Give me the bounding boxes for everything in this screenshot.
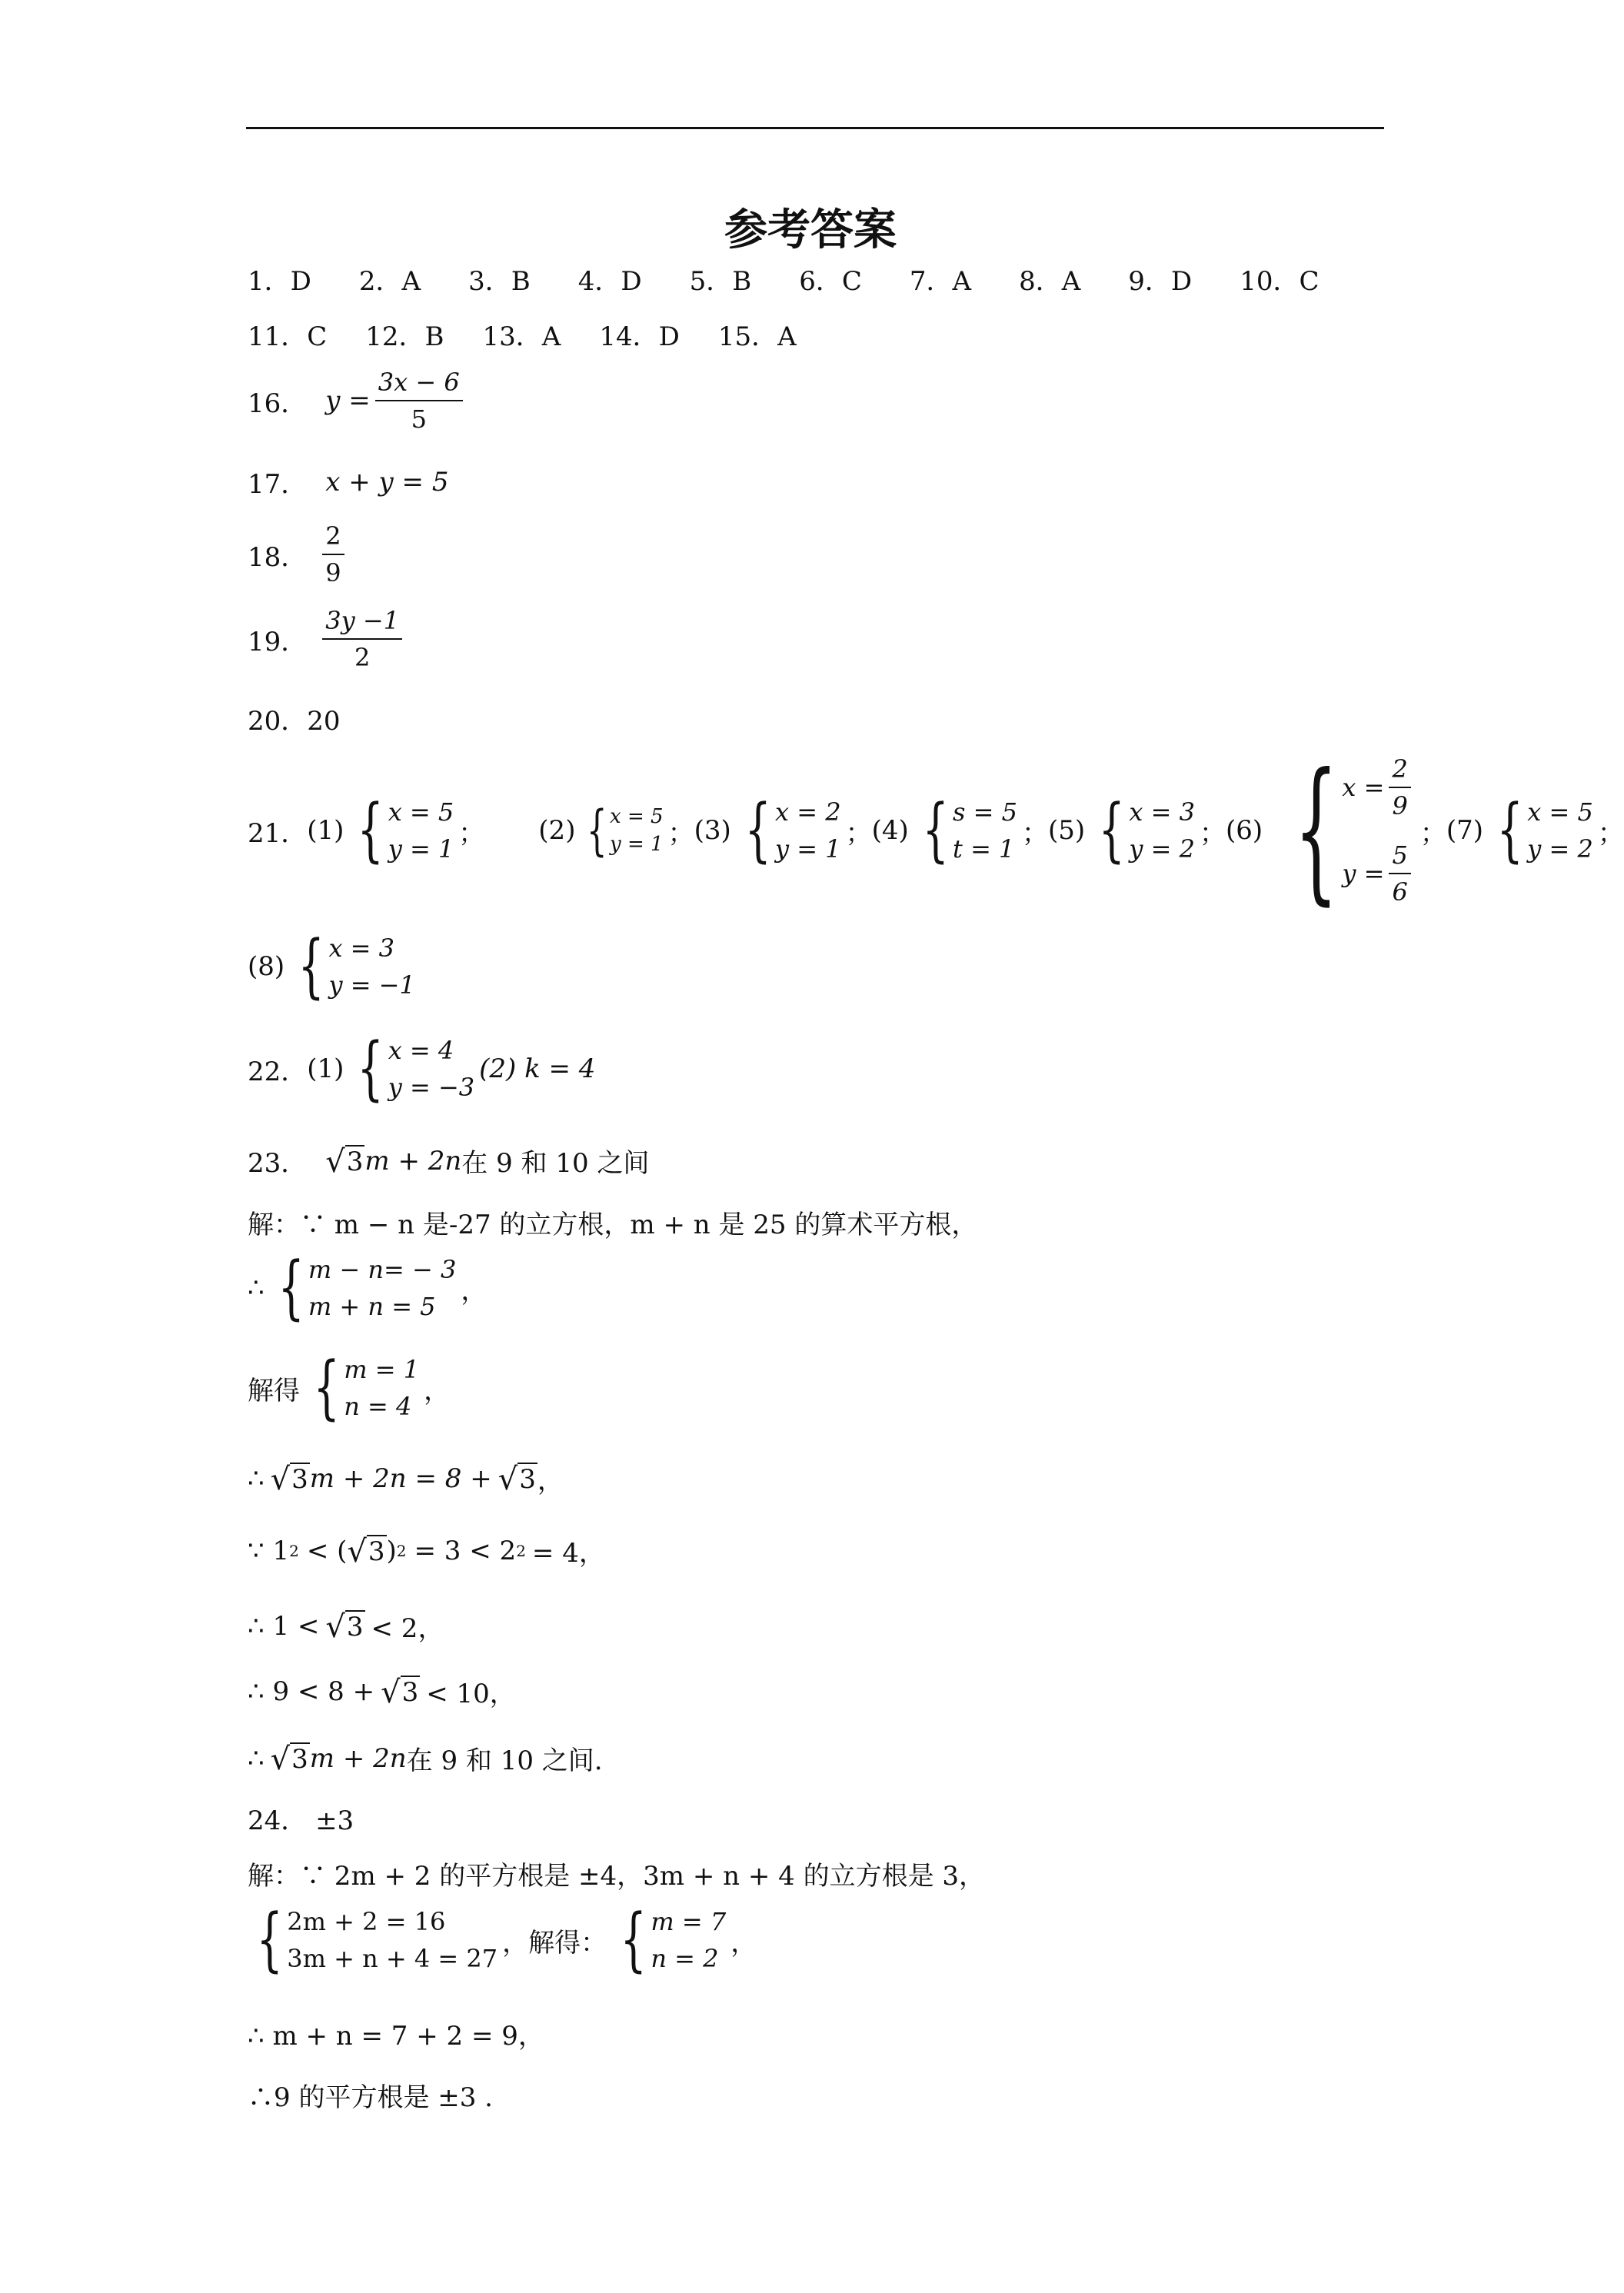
q16-lhs: y = <box>325 385 371 416</box>
mc-answer: 8．A <box>1019 266 1081 297</box>
answer-20 <box>248 700 341 737</box>
q21-part6-system <box>1267 740 1416 920</box>
q23-l6-mid: < ( <box>306 1535 348 1566</box>
sqrt-symbol: √ 3 <box>270 1461 308 1497</box>
q19-denominator: 2 <box>354 643 371 672</box>
q23-l9-pre: ∴ <box>248 1742 265 1774</box>
q24-solve-label: ，解得： <box>502 1927 607 1959</box>
q23-system2-line <box>248 1347 451 1428</box>
q23-label: 23． <box>248 1148 308 1179</box>
q21-p6-row2-den: 6 <box>1392 877 1408 907</box>
q23-sys1-row1: m − n= − 3 <box>308 1255 457 1284</box>
q21-part1-system <box>348 790 454 870</box>
q21-p2-row1: x = 5 <box>610 805 664 828</box>
q22-label: 22． <box>248 1056 308 1087</box>
q21-p6-row2-num: 5 <box>1389 840 1410 874</box>
q21-p8-row1: x = 3 <box>328 934 394 963</box>
q23-line8 <box>248 1672 516 1710</box>
q21-part7-tag: (7) <box>1446 815 1484 846</box>
answer-21-part8 <box>248 926 420 1007</box>
q23-l8-radicand: 3 <box>401 1676 419 1708</box>
q21-p6-sep: ； <box>1419 817 1446 849</box>
brace-icon: { <box>313 1347 340 1428</box>
mc-answer: 1．D <box>248 266 311 297</box>
mc-answer: 10．C <box>1240 266 1320 297</box>
answer-18 <box>248 521 349 587</box>
q21-part2-system <box>580 799 664 862</box>
q21-p1-row2: y = 1 <box>388 834 454 864</box>
q24-l4: ∴9 的平方根是 ±3 . <box>248 2082 493 2113</box>
q23-l6-tail: = 3 < 2 <box>414 1535 517 1566</box>
q19-label: 19． <box>248 626 308 657</box>
q23-therefore: ∴ <box>248 1273 265 1303</box>
q24-label: 24． ±3 <box>248 1805 354 1836</box>
sqrt-symbol: √ 3 <box>498 1461 536 1497</box>
q23-solution-line1 <box>248 1203 977 1241</box>
q23-l8-pre: ∴ 9 < 8 + <box>248 1676 375 1707</box>
q21-p4-row1: s = 5 <box>953 797 1017 827</box>
q23-sys2-row2: n = 4 <box>344 1392 412 1421</box>
q18-denominator: 9 <box>325 558 341 587</box>
q21-p1-row1: x = 5 <box>388 797 454 827</box>
brace-icon: { <box>1098 790 1125 870</box>
brace-icon: { <box>744 790 771 870</box>
q21-part5-system <box>1090 790 1195 870</box>
brace-icon: { <box>298 926 324 1007</box>
q20-label: 20．20 <box>248 706 341 737</box>
q21-part6-tag: (6) <box>1226 815 1263 846</box>
header-rule <box>246 127 1384 129</box>
q21-p6-row1-den: 9 <box>1392 791 1408 820</box>
q23-answer-text: 在 9 和 10 之间 <box>461 1148 650 1179</box>
q21-p6-row1-lhs: x = <box>1342 773 1385 802</box>
q23-sol1: 解：∵ m − n 是-27 的立方根，m + n 是 25 的算术平方根， <box>248 1210 978 1240</box>
q18-label: 18． <box>248 541 308 573</box>
q21-part2-tag: (2) <box>538 815 576 846</box>
q21-p1-sep: ； <box>458 817 485 849</box>
q17-expr: x + y = 5 <box>325 466 449 498</box>
q23-l6-radicand: 3 <box>368 1536 385 1567</box>
q21-part4-system <box>914 790 1017 870</box>
brace-icon: { <box>357 1028 384 1109</box>
q23-l6-end: = 4， <box>531 1538 605 1569</box>
answer-16 <box>248 368 468 434</box>
q22-row2: y = −3 <box>388 1073 475 1102</box>
q23-l7-pre: ∴ 1 < <box>248 1610 320 1642</box>
q24-system1 <box>248 1899 498 1980</box>
q23-l5-end: ， <box>537 1466 564 1496</box>
brace-icon: { <box>587 799 608 862</box>
q24-s1-row2: 3m + n + 4 = 27 <box>287 1944 498 1973</box>
q21-part8-tag: (8) <box>248 951 285 982</box>
q23-l9-tail: m + 2n <box>309 1742 407 1774</box>
q21-p3-sep: ； <box>845 817 872 849</box>
brace-icon: { <box>278 1247 304 1328</box>
q24-systems-line <box>248 1899 757 1980</box>
q21-part7-system <box>1488 790 1593 870</box>
q24-system2 <box>611 1899 727 1980</box>
q18-fraction <box>322 521 344 587</box>
q23-l7-radicand: 3 <box>346 1611 364 1642</box>
mc-answer: 4．D <box>577 266 642 297</box>
q23-l7-tail: < 2， <box>371 1613 444 1644</box>
q21-p5-sep: ； <box>1200 817 1226 849</box>
q23-system1 <box>269 1247 457 1328</box>
q22-part1-tag: (1) <box>307 1053 344 1084</box>
q23-l6-pre: ∵ 1 <box>248 1535 290 1566</box>
mc-answer: 2．A <box>358 266 421 297</box>
mc-answer: 15．A <box>717 321 797 352</box>
q21-p4-sep: ； <box>1021 817 1048 849</box>
sqrt-symbol: √ 3 <box>325 1143 364 1180</box>
q21-p2-row2: y = 1 <box>610 833 664 856</box>
q24-s1-row1: 2m + 2 = 16 <box>287 1907 446 1936</box>
mc-answer: 14．D <box>599 321 680 352</box>
q24-l3: ∴ m + n = 7 + 2 = 9， <box>248 2021 544 2052</box>
q21-label: 21． <box>248 817 308 849</box>
brace-icon: { <box>620 1899 647 1980</box>
q16-fraction <box>375 368 463 434</box>
q21-p3-row1: x = 2 <box>775 797 841 827</box>
q23-comma-2: ， <box>424 1375 451 1406</box>
q23-l5-pre: ∴ <box>248 1463 265 1494</box>
q21-p7-sep: ； <box>1597 817 1624 849</box>
q21-part3-tag: (3) <box>694 815 731 846</box>
answer-22 <box>248 1028 596 1109</box>
q23-l6-mid2: ) <box>386 1535 397 1566</box>
q16-numerator: 3x − 6 <box>375 368 463 401</box>
brace-icon: { <box>1496 790 1523 870</box>
q21-p4-row2: t = 1 <box>953 834 1015 864</box>
q21-p8-row2: y = −1 <box>328 970 415 1000</box>
q21-p5-row1: x = 3 <box>1129 797 1195 827</box>
sqrt-symbol: √ 3 <box>381 1674 419 1710</box>
q23-comma: ， <box>461 1275 488 1306</box>
q21-p2-sep: ； <box>667 817 694 849</box>
q24-line3 <box>248 2015 544 2052</box>
q22-row1: x = 4 <box>388 1036 454 1065</box>
q21-p7-row1: x = 5 <box>1527 797 1593 827</box>
q17-label: 17． <box>248 469 308 500</box>
q16-label: 16． <box>248 388 308 419</box>
sqrt-symbol: √ 3 <box>325 1609 364 1645</box>
mc-answer: 5．B <box>689 266 752 297</box>
q21-part3-system <box>736 790 841 870</box>
answer-23 <box>248 1142 649 1180</box>
q24-comma: ， <box>730 1927 757 1959</box>
q23-l5-tail: m + 2n = 8 + <box>309 1463 492 1494</box>
q21-p5-row2: y = 2 <box>1129 834 1195 864</box>
q23-l9-text: 在 9 和 10 之间. <box>406 1746 603 1776</box>
q23-line7 <box>248 1607 444 1645</box>
q24-line4 <box>248 2076 493 2114</box>
q24-solution-line1 <box>248 1855 985 1892</box>
mc-answer: 11．C <box>248 321 328 352</box>
sqrt-symbol: √ 3 <box>270 1741 308 1777</box>
q21-p3-row2: y = 1 <box>775 834 841 864</box>
sqrt-symbol: √ 3 <box>347 1533 385 1569</box>
q24-s2-row1: m = 7 <box>651 1907 727 1936</box>
mc-answer: 7．A <box>909 266 972 297</box>
q23-line5 <box>248 1459 564 1497</box>
q23-l5-radicand: 3 <box>291 1463 308 1495</box>
q22-part1-system <box>348 1028 475 1109</box>
q23-line6: ∵ 1 2 < ( √ 3 ) 2 = 3 < 2 2 = 4， <box>248 1532 605 1569</box>
q23-l5-radicand-2: 3 <box>519 1463 536 1495</box>
brace-icon: { <box>1294 740 1339 920</box>
q23-sys1-row2: m + n = 5 <box>308 1292 436 1321</box>
q21-p6-row2-lhs: y = <box>1342 859 1385 888</box>
q19-numerator: 3y −1 <box>322 606 402 640</box>
q23-system1-line <box>248 1247 488 1328</box>
brace-icon: { <box>256 1899 283 1980</box>
q16-denominator: 5 <box>411 404 427 434</box>
q23-sys2-row1: m = 1 <box>344 1355 420 1384</box>
q23-solve-label: 解得 <box>248 1375 300 1406</box>
q23-line9 <box>248 1739 603 1777</box>
mc-answer: 13．A <box>482 321 561 352</box>
brace-icon: { <box>922 790 949 870</box>
q23-radicand: 3 <box>346 1146 364 1177</box>
mc-answer: 9．D <box>1128 266 1193 297</box>
brace-icon: { <box>357 790 384 870</box>
q21-part5-tag: (5) <box>1047 815 1086 846</box>
q23-system2 <box>304 1347 420 1428</box>
q19-fraction <box>322 606 402 672</box>
q21-part4-tag: (4) <box>871 815 909 846</box>
mc-row-1 <box>248 260 1366 298</box>
page-title: 参考答案 <box>724 205 897 255</box>
q23-l9-radicand: 3 <box>291 1743 308 1775</box>
q24-sol1: 解：∵ 2m + 2 的平方根是 ±4，3m + n + 4 的立方根是 3， <box>248 1861 986 1892</box>
mc-row-2 <box>248 315 835 353</box>
mc-answer: 6．C <box>799 266 862 297</box>
answer-21 <box>248 740 1624 920</box>
q22-part2: (2) k = 4 <box>479 1053 596 1084</box>
mc-answer: 3．B <box>468 266 531 297</box>
answer-17 <box>248 463 449 501</box>
q23-answer-tail: m + 2n <box>364 1145 462 1176</box>
q21-p6-row1-num: 2 <box>1389 754 1410 788</box>
q21-part8-system <box>289 926 415 1007</box>
q21-part1-tag: (1) <box>307 815 344 846</box>
q21-p7-row2: y = 2 <box>1527 834 1593 864</box>
answer-24 <box>248 1799 354 1837</box>
q18-numerator: 2 <box>322 521 344 555</box>
mc-answer: 12．B <box>365 321 444 352</box>
q24-s2-row2: n = 2 <box>651 1944 719 1973</box>
answer-19 <box>248 606 407 672</box>
q23-l8-tail: < 10， <box>426 1679 516 1709</box>
